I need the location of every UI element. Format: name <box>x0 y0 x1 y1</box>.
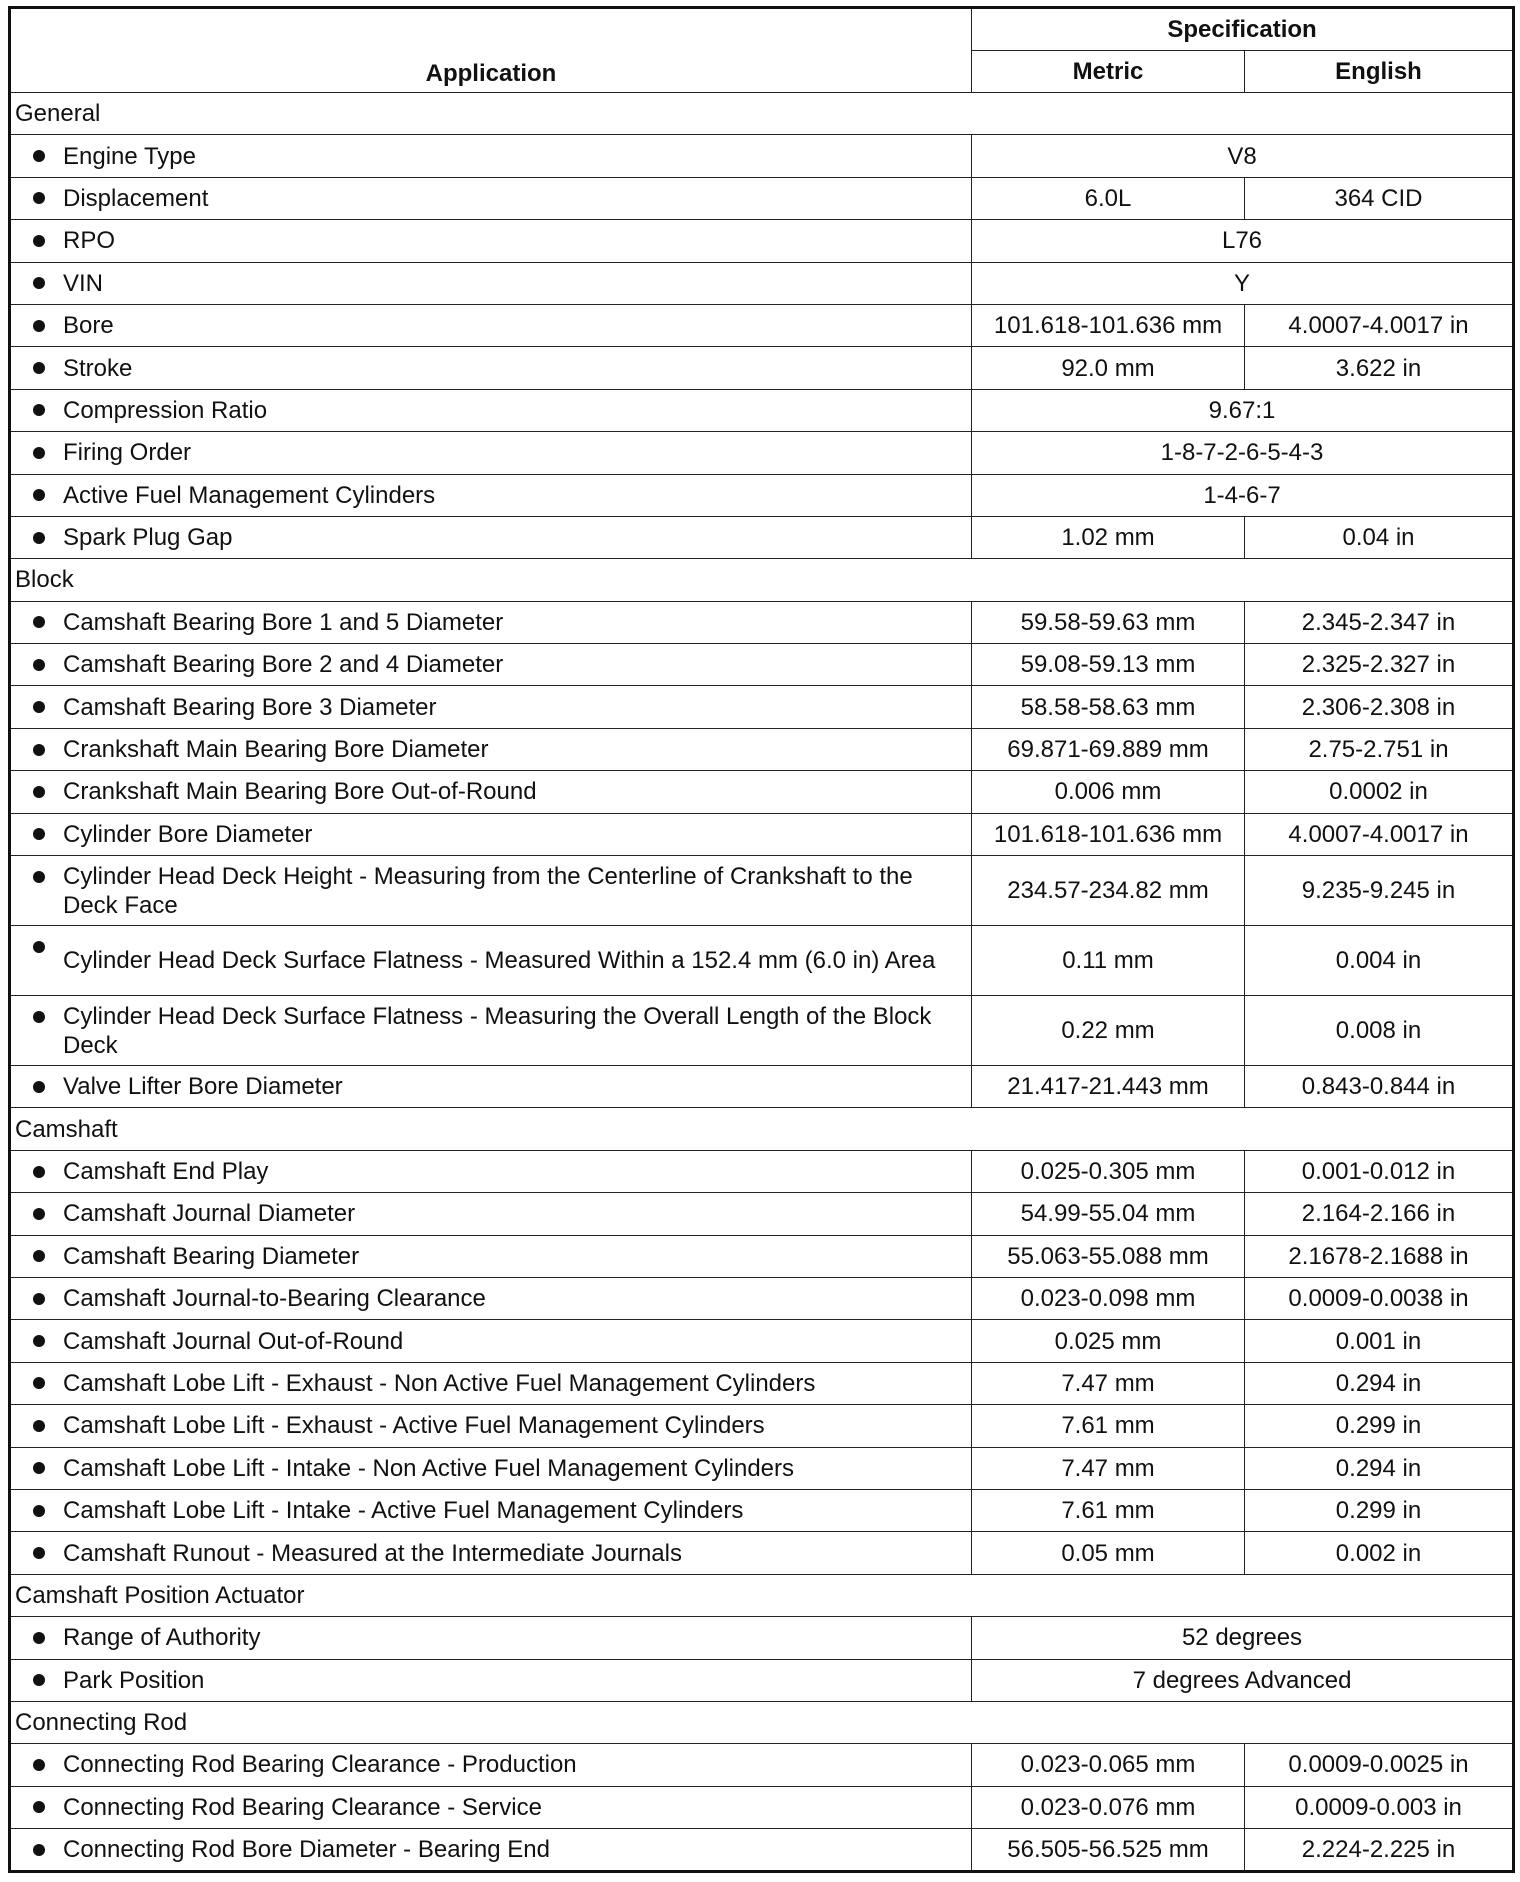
english-value-cell: 4.0007-4.0017 in <box>1245 813 1514 855</box>
section-row <box>10 93 1514 135</box>
combined-value-cell: 9.67:1 <box>972 389 1514 431</box>
application-label: Stroke <box>63 354 133 382</box>
table-row <box>10 686 1514 728</box>
application-cell <box>10 1277 972 1319</box>
english-value-cell: 0.04 in <box>1245 516 1514 558</box>
application-label: Engine Type <box>63 142 196 170</box>
section-title: Camshaft Position Actuator <box>10 1574 1514 1616</box>
english-value-cell: 0.843-0.844 in <box>1245 1066 1514 1108</box>
bullet-icon <box>33 616 45 628</box>
specification-column-header: Specification <box>972 8 1514 51</box>
application-label: Camshaft Runout - Measured at the Intermediate Journals <box>63 1539 682 1567</box>
table-row <box>10 347 1514 389</box>
application-label: Spark Plug Gap <box>63 524 233 552</box>
application-label: Camshaft Lobe Lift - Intake - Active Fuel Management Cylinders <box>63 1497 744 1525</box>
table-row <box>10 304 1514 346</box>
bullet-icon <box>33 277 45 289</box>
application-label: Crankshaft Main Bearing Bore Diameter <box>63 736 489 764</box>
metric-value-cell: 0.22 mm <box>972 996 1245 1066</box>
table-row <box>10 1489 1514 1531</box>
english-value-cell: 0.0009-0.003 in <box>1245 1786 1514 1828</box>
application-label: Firing Order <box>63 439 192 467</box>
table-row <box>10 1362 1514 1404</box>
bullet-icon <box>33 701 45 713</box>
table-row <box>10 432 1514 474</box>
application-cell <box>10 856 972 926</box>
application-label: Camshaft Journal Diameter <box>63 1200 356 1228</box>
bullet-icon <box>33 1632 45 1644</box>
application-label: Camshaft Bearing Diameter <box>63 1242 360 1270</box>
english-value-cell: 0.008 in <box>1245 996 1514 1066</box>
metric-value-cell: 234.57-234.82 mm <box>972 856 1245 926</box>
table-body <box>10 93 1514 1872</box>
application-label: Active Fuel Management Cylinders <box>63 481 436 509</box>
application-cell <box>10 1532 972 1574</box>
table-row <box>10 1235 1514 1277</box>
application-label: Cylinder Head Deck Height - Measuring from the Centerline of Crankshaft to the Deck Face <box>63 862 913 919</box>
metric-value-cell: 7.47 mm <box>972 1447 1245 1489</box>
metric-value-cell: 0.025 mm <box>972 1320 1245 1362</box>
section-row <box>10 559 1514 601</box>
application-label: Camshaft Lobe Lift - Exhaust - Non Active Fuel Management Cylinders <box>63 1369 816 1397</box>
table-row <box>10 1405 1514 1447</box>
application-column-header: Application <box>10 8 972 93</box>
metric-value-cell: 0.023-0.098 mm <box>972 1277 1245 1319</box>
application-cell <box>10 1193 972 1235</box>
section-title: Camshaft <box>10 1108 1514 1150</box>
application-label: Valve Lifter Bore Diameter <box>63 1073 343 1101</box>
table-row <box>10 516 1514 558</box>
application-label: RPO <box>63 227 116 255</box>
table-row <box>10 1786 1514 1828</box>
application-label: Camshaft Bearing Bore 1 and 5 Diameter <box>63 608 504 636</box>
bullet-icon <box>33 659 45 671</box>
english-column-header: English <box>1245 51 1514 93</box>
application-label: Camshaft Journal Out-of-Round <box>63 1327 404 1355</box>
application-cell <box>10 1447 972 1489</box>
table-row <box>10 1659 1514 1701</box>
bullet-icon <box>33 1377 45 1389</box>
english-value-cell: 2.75-2.751 in <box>1245 728 1514 770</box>
english-value-cell: 2.306-2.308 in <box>1245 686 1514 728</box>
english-value-cell: 0.294 in <box>1245 1447 1514 1489</box>
header-row-top <box>10 8 1514 51</box>
bullet-icon <box>33 404 45 416</box>
metric-value-cell: 59.58-59.63 mm <box>972 601 1245 643</box>
metric-value-cell: 56.505-56.525 mm <box>972 1829 1245 1872</box>
bullet-icon <box>33 1081 45 1093</box>
bullet-icon <box>33 828 45 840</box>
application-cell <box>10 601 972 643</box>
metric-value-cell: 58.58-58.63 mm <box>972 686 1245 728</box>
table-row <box>10 1447 1514 1489</box>
bullet-icon <box>33 150 45 162</box>
bullet-icon <box>33 1166 45 1178</box>
bullet-icon <box>33 1801 45 1813</box>
metric-value-cell: 92.0 mm <box>972 347 1245 389</box>
metric-value-cell: 0.023-0.076 mm <box>972 1786 1245 1828</box>
english-value-cell: 0.002 in <box>1245 1532 1514 1574</box>
application-label: Cylinder Bore Diameter <box>63 820 313 848</box>
application-cell <box>10 728 972 770</box>
bullet-icon <box>33 320 45 332</box>
bullet-icon <box>33 532 45 544</box>
table-row <box>10 474 1514 516</box>
bullet-icon <box>33 447 45 459</box>
application-cell <box>10 1362 972 1404</box>
application-cell <box>10 135 972 177</box>
metric-value-cell: 0.05 mm <box>972 1532 1245 1574</box>
section-title: Block <box>10 559 1514 601</box>
english-value-cell: 3.622 in <box>1245 347 1514 389</box>
bullet-icon <box>33 871 45 883</box>
table-row <box>10 728 1514 770</box>
bullet-icon <box>33 1759 45 1771</box>
english-value-cell: 0.299 in <box>1245 1405 1514 1447</box>
combined-value-cell: Y <box>972 262 1514 304</box>
table-row <box>10 220 1514 262</box>
english-value-cell: 364 CID <box>1245 177 1514 219</box>
application-cell <box>10 1489 972 1531</box>
table-row <box>10 996 1514 1066</box>
application-label: Range of Authority <box>63 1624 261 1652</box>
application-cell <box>10 432 972 474</box>
application-label: Camshaft End Play <box>63 1158 269 1185</box>
application-label: Camshaft Journal-to-Bearing Clearance <box>63 1285 486 1313</box>
application-label: Cylinder Head Deck Surface Flatness - Measured Within a 152.4 mm (6.0 in) Area <box>63 947 936 975</box>
bullet-icon <box>33 235 45 247</box>
application-cell <box>10 304 972 346</box>
combined-value-cell: 52 degrees <box>972 1617 1514 1659</box>
application-cell <box>10 1405 972 1447</box>
english-value-cell: 0.294 in <box>1245 1362 1514 1404</box>
combined-value-cell: V8 <box>972 135 1514 177</box>
table-row <box>10 1193 1514 1235</box>
bullet-icon <box>33 1335 45 1347</box>
application-cell <box>10 262 972 304</box>
application-cell <box>10 1829 972 1872</box>
combined-value-cell: L76 <box>972 220 1514 262</box>
metric-value-cell: 55.063-55.088 mm <box>972 1235 1245 1277</box>
table-row <box>10 1150 1514 1192</box>
table-row <box>10 1277 1514 1319</box>
application-label: Displacement <box>63 184 209 212</box>
metric-value-cell: 1.02 mm <box>972 516 1245 558</box>
bullet-icon <box>33 362 45 374</box>
table-row <box>10 926 1514 996</box>
application-cell <box>10 220 972 262</box>
bullet-icon <box>33 192 45 204</box>
application-cell <box>10 996 972 1066</box>
metric-value-cell: 0.025-0.305 mm <box>972 1150 1245 1192</box>
table-header <box>10 8 1514 93</box>
combined-value-cell: 7 degrees Advanced <box>972 1659 1514 1701</box>
application-cell <box>10 347 972 389</box>
application-cell <box>10 1659 972 1701</box>
bullet-icon <box>33 489 45 501</box>
metric-value-cell: 21.417-21.443 mm <box>972 1066 1245 1108</box>
application-label: Park Position <box>63 1666 205 1694</box>
application-cell <box>10 1320 972 1362</box>
english-value-cell: 0.0009-0.0025 in <box>1245 1744 1514 1786</box>
bullet-icon <box>33 744 45 756</box>
section-title: General <box>10 93 1514 135</box>
bullet-icon <box>33 1462 45 1474</box>
metric-value-cell: 59.08-59.13 mm <box>972 644 1245 686</box>
application-cell <box>10 1235 972 1277</box>
application-label: Connecting Rod Bearing Clearance - Service <box>63 1793 542 1821</box>
bullet-icon <box>33 1844 45 1856</box>
application-label: Crankshaft Main Bearing Bore Out-of-Round <box>63 778 537 806</box>
metric-value-cell: 7.61 mm <box>972 1489 1245 1531</box>
application-cell <box>10 1744 972 1786</box>
english-value-cell: 0.001-0.012 in <box>1245 1150 1514 1192</box>
section-row <box>10 1701 1514 1743</box>
table-row <box>10 644 1514 686</box>
table-row <box>10 1066 1514 1108</box>
metric-value-cell: 101.618-101.636 mm <box>972 813 1245 855</box>
table-row <box>10 601 1514 643</box>
application-cell <box>10 813 972 855</box>
combined-value-cell: 1-8-7-2-6-5-4-3 <box>972 432 1514 474</box>
application-cell <box>10 686 972 728</box>
metric-column-header: Metric <box>972 51 1245 93</box>
application-label: Compression Ratio <box>63 396 268 424</box>
application-cell <box>10 926 972 996</box>
table-row <box>10 135 1514 177</box>
table-row <box>10 813 1514 855</box>
english-value-cell: 2.345-2.347 in <box>1245 601 1514 643</box>
metric-value-cell: 0.11 mm <box>972 926 1245 996</box>
table-row <box>10 1320 1514 1362</box>
bullet-icon <box>33 786 45 798</box>
application-label: Connecting Rod Bore Diameter - Bearing End <box>63 1836 550 1864</box>
application-label: Cylinder Head Deck Surface Flatness - Measuring the Overall Length of the Block Deck <box>63 1002 932 1059</box>
application-label: Camshaft Lobe Lift - Intake - Non Active Fuel Management Cylinders <box>63 1454 795 1482</box>
english-value-cell: 0.0009-0.0038 in <box>1245 1277 1514 1319</box>
application-cell <box>10 389 972 431</box>
metric-value-cell: 7.47 mm <box>972 1362 1245 1404</box>
application-label: Camshaft Bearing Bore 3 Diameter <box>63 693 437 721</box>
engine-specification-table <box>8 6 1515 1873</box>
metric-value-cell: 7.61 mm <box>972 1405 1245 1447</box>
metric-value-cell: 0.023-0.065 mm <box>972 1744 1245 1786</box>
application-label: Camshaft Bearing Bore 2 and 4 Diameter <box>63 651 504 679</box>
table-row <box>10 1744 1514 1786</box>
metric-value-cell: 54.99-55.04 mm <box>972 1193 1245 1235</box>
bullet-icon <box>33 1547 45 1559</box>
application-cell <box>10 644 972 686</box>
bullet-icon <box>33 1250 45 1262</box>
english-value-cell: 0.0002 in <box>1245 771 1514 813</box>
application-cell <box>10 1066 972 1108</box>
table-row <box>10 1829 1514 1872</box>
application-label: VIN <box>63 269 104 297</box>
application-cell <box>10 474 972 516</box>
english-value-cell: 2.164-2.166 in <box>1245 1193 1514 1235</box>
bullet-icon <box>33 941 45 953</box>
bullet-icon <box>33 1420 45 1432</box>
bullet-icon <box>33 1011 45 1023</box>
english-value-cell: 2.1678-2.1688 in <box>1245 1235 1514 1277</box>
application-label: Connecting Rod Bearing Clearance - Production <box>63 1751 577 1779</box>
application-cell <box>10 1786 972 1828</box>
table-row <box>10 177 1514 219</box>
english-value-cell: 0.001 in <box>1245 1320 1514 1362</box>
metric-value-cell: 101.618-101.636 mm <box>972 304 1245 346</box>
english-value-cell: 2.325-2.327 in <box>1245 644 1514 686</box>
section-row <box>10 1108 1514 1150</box>
application-cell <box>10 516 972 558</box>
metric-value-cell: 0.006 mm <box>972 771 1245 813</box>
table-row <box>10 771 1514 813</box>
english-value-cell: 2.224-2.225 in <box>1245 1829 1514 1872</box>
table-row <box>10 856 1514 926</box>
english-value-cell: 4.0007-4.0017 in <box>1245 304 1514 346</box>
section-row <box>10 1574 1514 1616</box>
english-value-cell: 0.004 in <box>1245 926 1514 996</box>
application-cell <box>10 771 972 813</box>
application-cell <box>10 1617 972 1659</box>
bullet-icon <box>33 1674 45 1686</box>
table-row <box>10 1617 1514 1659</box>
application-cell <box>10 177 972 219</box>
bullet-icon <box>33 1293 45 1305</box>
metric-value-cell: 6.0L <box>972 177 1245 219</box>
metric-value-cell: 69.871-69.889 mm <box>972 728 1245 770</box>
application-label: Camshaft Lobe Lift - Exhaust - Active Fuel Management Cylinders <box>63 1412 765 1440</box>
table-row <box>10 1532 1514 1574</box>
combined-value-cell: 1-4-6-7 <box>972 474 1514 516</box>
table-row <box>10 389 1514 431</box>
bullet-icon <box>33 1208 45 1220</box>
table-row <box>10 262 1514 304</box>
section-title: Connecting Rod <box>10 1701 1514 1743</box>
bullet-icon <box>33 1505 45 1517</box>
application-label: Bore <box>63 312 114 340</box>
english-value-cell: 9.235-9.245 in <box>1245 856 1514 926</box>
application-cell <box>10 1150 972 1192</box>
english-value-cell: 0.299 in <box>1245 1489 1514 1531</box>
